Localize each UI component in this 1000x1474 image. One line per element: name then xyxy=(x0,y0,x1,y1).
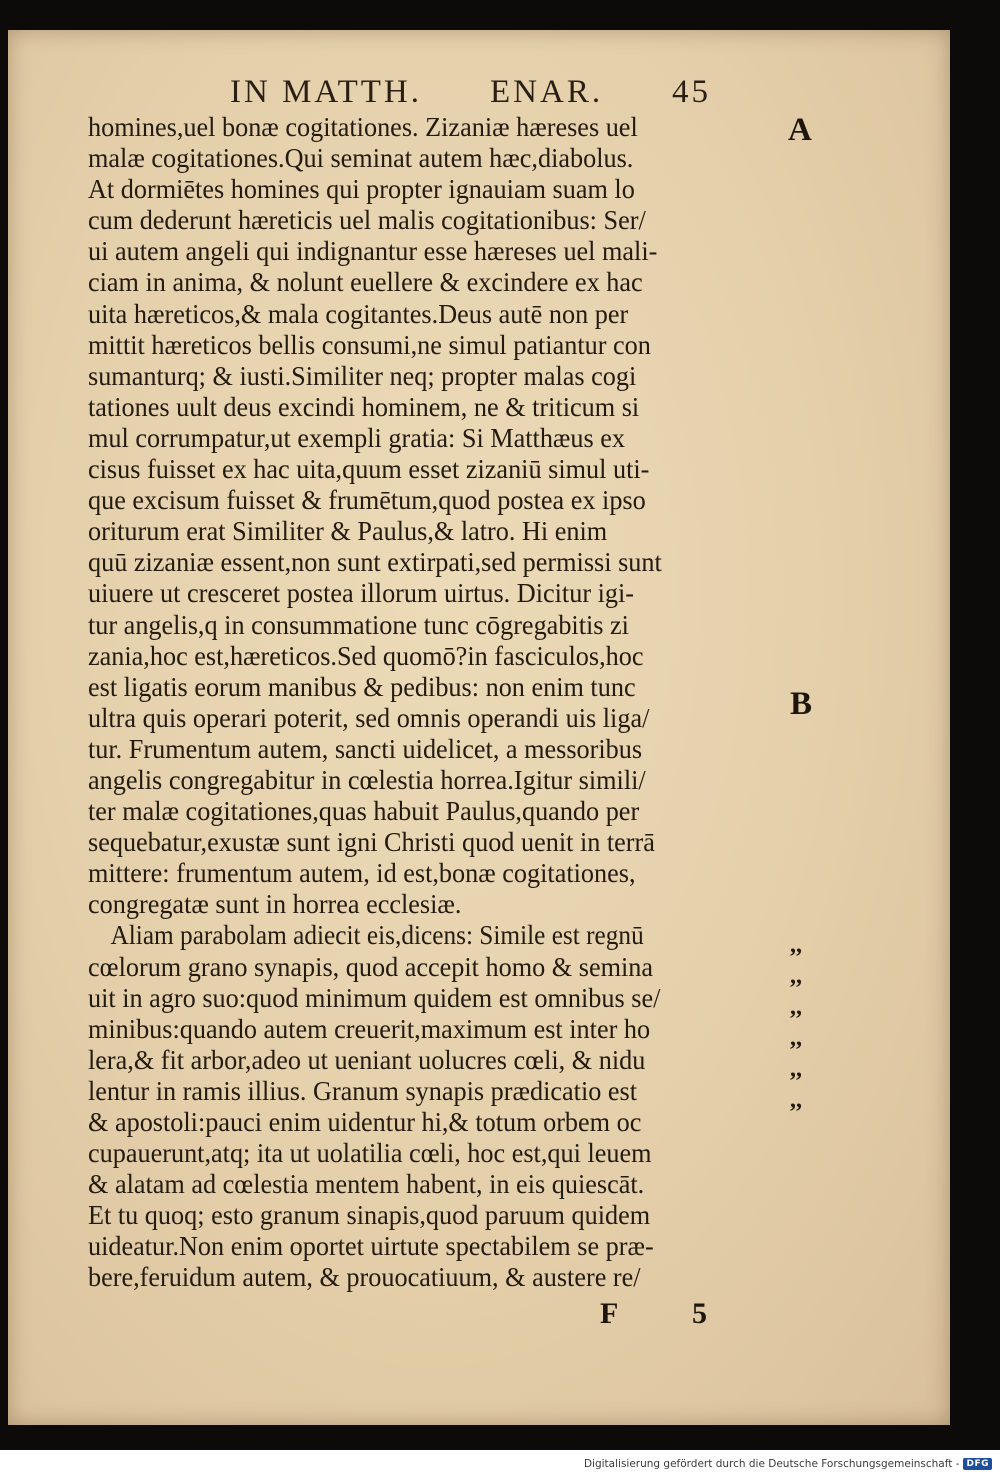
text-line: que excisum fuisset & frumētum,quod postea ex ipso xyxy=(88,485,646,516)
text-line: ui autem angeli qui indignantur esse hæreses uel mali- xyxy=(88,236,658,267)
text-line: ter malæ cogitationes,quas habuit Paulus,quando per xyxy=(88,796,640,827)
text-line: & alatam ad cœlestia mentem habent, in eis quiescāt. xyxy=(88,1169,645,1200)
quotation-mark: ,, xyxy=(790,994,802,1021)
text-line: homines,uel bonæ cogitationes. Zizaniæ hæreses uel xyxy=(88,112,638,142)
text-line: uita hæreticos,& mala cogitantes.Deus autē non per xyxy=(88,298,629,329)
text-line: tur. Frumentum autem, sancti uidelicet, a messoribus xyxy=(88,733,643,764)
text-line: tur angelis,q in consummatione tunc cōgregabitis zi xyxy=(88,609,629,640)
text-line: bere,feruidum autem, & prouocatiuum, & austere re/ xyxy=(88,1262,641,1293)
signature-letter: F xyxy=(600,1297,619,1330)
text-line: ultra quis operari poterit, sed omnis operandi uis liga/ xyxy=(88,702,650,733)
digitization-footer xyxy=(584,1456,992,1472)
text-line: mittere: frumentum autem, id est,bonæ cogitationes, xyxy=(88,858,636,889)
text-line: lera,& fit arbor,adeo ut ueniant uolucres cœli, & nidu xyxy=(88,1044,646,1075)
text-line: uit in agro suo:quod minimum quidem est omnibus se/ xyxy=(88,982,661,1013)
quotation-mark: ,, xyxy=(790,1087,802,1114)
quotation-mark: ,, xyxy=(790,1025,802,1052)
footer-text: Digitalisierung gefördert durch die Deutsche Forschungsgemeinschaft - xyxy=(583,1458,960,1470)
text-line: cisus fuisset ex hac uita,quum esset zizaniū simul uti- xyxy=(88,454,650,485)
text-line: uiuere ut cresceret postea illorum uirtus. Dicitur igi- xyxy=(88,578,635,609)
page-number: 45 xyxy=(672,74,711,110)
text-line: est ligatis eorum manibus & pedibus: non enim tunc xyxy=(88,671,636,702)
text-line: lentur in ramis illius. Granum synapis prædicatio est xyxy=(88,1075,638,1106)
body-text xyxy=(88,112,788,1294)
running-head-title: IN MATTH. xyxy=(230,74,422,110)
margin-letter-a: A xyxy=(788,112,812,148)
text-line: uideatur.Non enim oportet uirtute spectabilem se præ- xyxy=(88,1231,654,1262)
text-line: oriturum erat Similiter & Paulus,& latro. Hi enim xyxy=(88,516,608,547)
running-head-subtitle: ENAR. xyxy=(490,74,604,110)
dfg-logo: DFG xyxy=(963,1458,992,1470)
text-line: Aliam parabolam adiecit eis,dicens: Simile est regnū xyxy=(110,920,644,951)
text-line: & apostoli:pauci enim uidentur hi,& totum orbem oc xyxy=(88,1107,642,1137)
text-line: sequebatur,exustæ sunt igni Christi quod uenit in terrā xyxy=(88,827,655,858)
quotation-mark: ,, xyxy=(790,932,802,958)
text-line: At dormiētes homines qui propter ignauiam suam lo xyxy=(88,174,635,205)
text-line: mul corrumpatur,ut exempli gratia: Si Matthæus ex xyxy=(88,422,626,453)
margin-letter-b: B xyxy=(790,686,813,722)
text-line: tationes uult deus excindi hominem, ne & triticum si xyxy=(88,391,640,422)
quotation-mark: ,, xyxy=(790,1056,802,1083)
text-line: zania,hoc est,hæreticos.Sed quomō?in fasciculos,hoc xyxy=(88,640,644,671)
text-line: angelis congregabitur in cœlestia horrea.Igitur simili/ xyxy=(88,764,646,795)
text-line: sumanturq; & iusti.Similiter neq; propter malas cogi xyxy=(88,360,637,391)
text-line: quū zizaniæ essent,non sunt extirpati,sed permissi sunt xyxy=(88,547,662,578)
text-line: Et tu quoq; esto granum sinapis,quod paruum quidem xyxy=(88,1200,651,1231)
text-line: cupauerunt,atq; ita ut uolatilia cœli, hoc est,qui leuem xyxy=(88,1138,652,1169)
running-head xyxy=(230,74,730,114)
text-line: minibus:quando autem creuerit,maximum est inter ho xyxy=(88,1013,651,1044)
text-line: cœlorum grano synapis, quod accepit homo & semina xyxy=(88,951,654,982)
text-line: malæ cogitationes.Qui seminat autem hæc,diabolus. xyxy=(88,143,634,174)
text-line: ciam in anima, & nolunt euellere & excindere ex hac xyxy=(88,267,643,298)
quotation-mark: ,, xyxy=(790,963,802,990)
text-line: cum dederunt hæreticis uel malis cogitationibus: Ser/ xyxy=(88,205,646,236)
text-line: mittit hæreticos bellis consumi,ne simul patiantur con xyxy=(88,329,651,360)
signature-number: 5 xyxy=(692,1297,707,1330)
text-line: congregatæ sunt in horrea ecclesiæ. xyxy=(88,889,462,920)
quotation-marks-column xyxy=(790,930,830,1117)
